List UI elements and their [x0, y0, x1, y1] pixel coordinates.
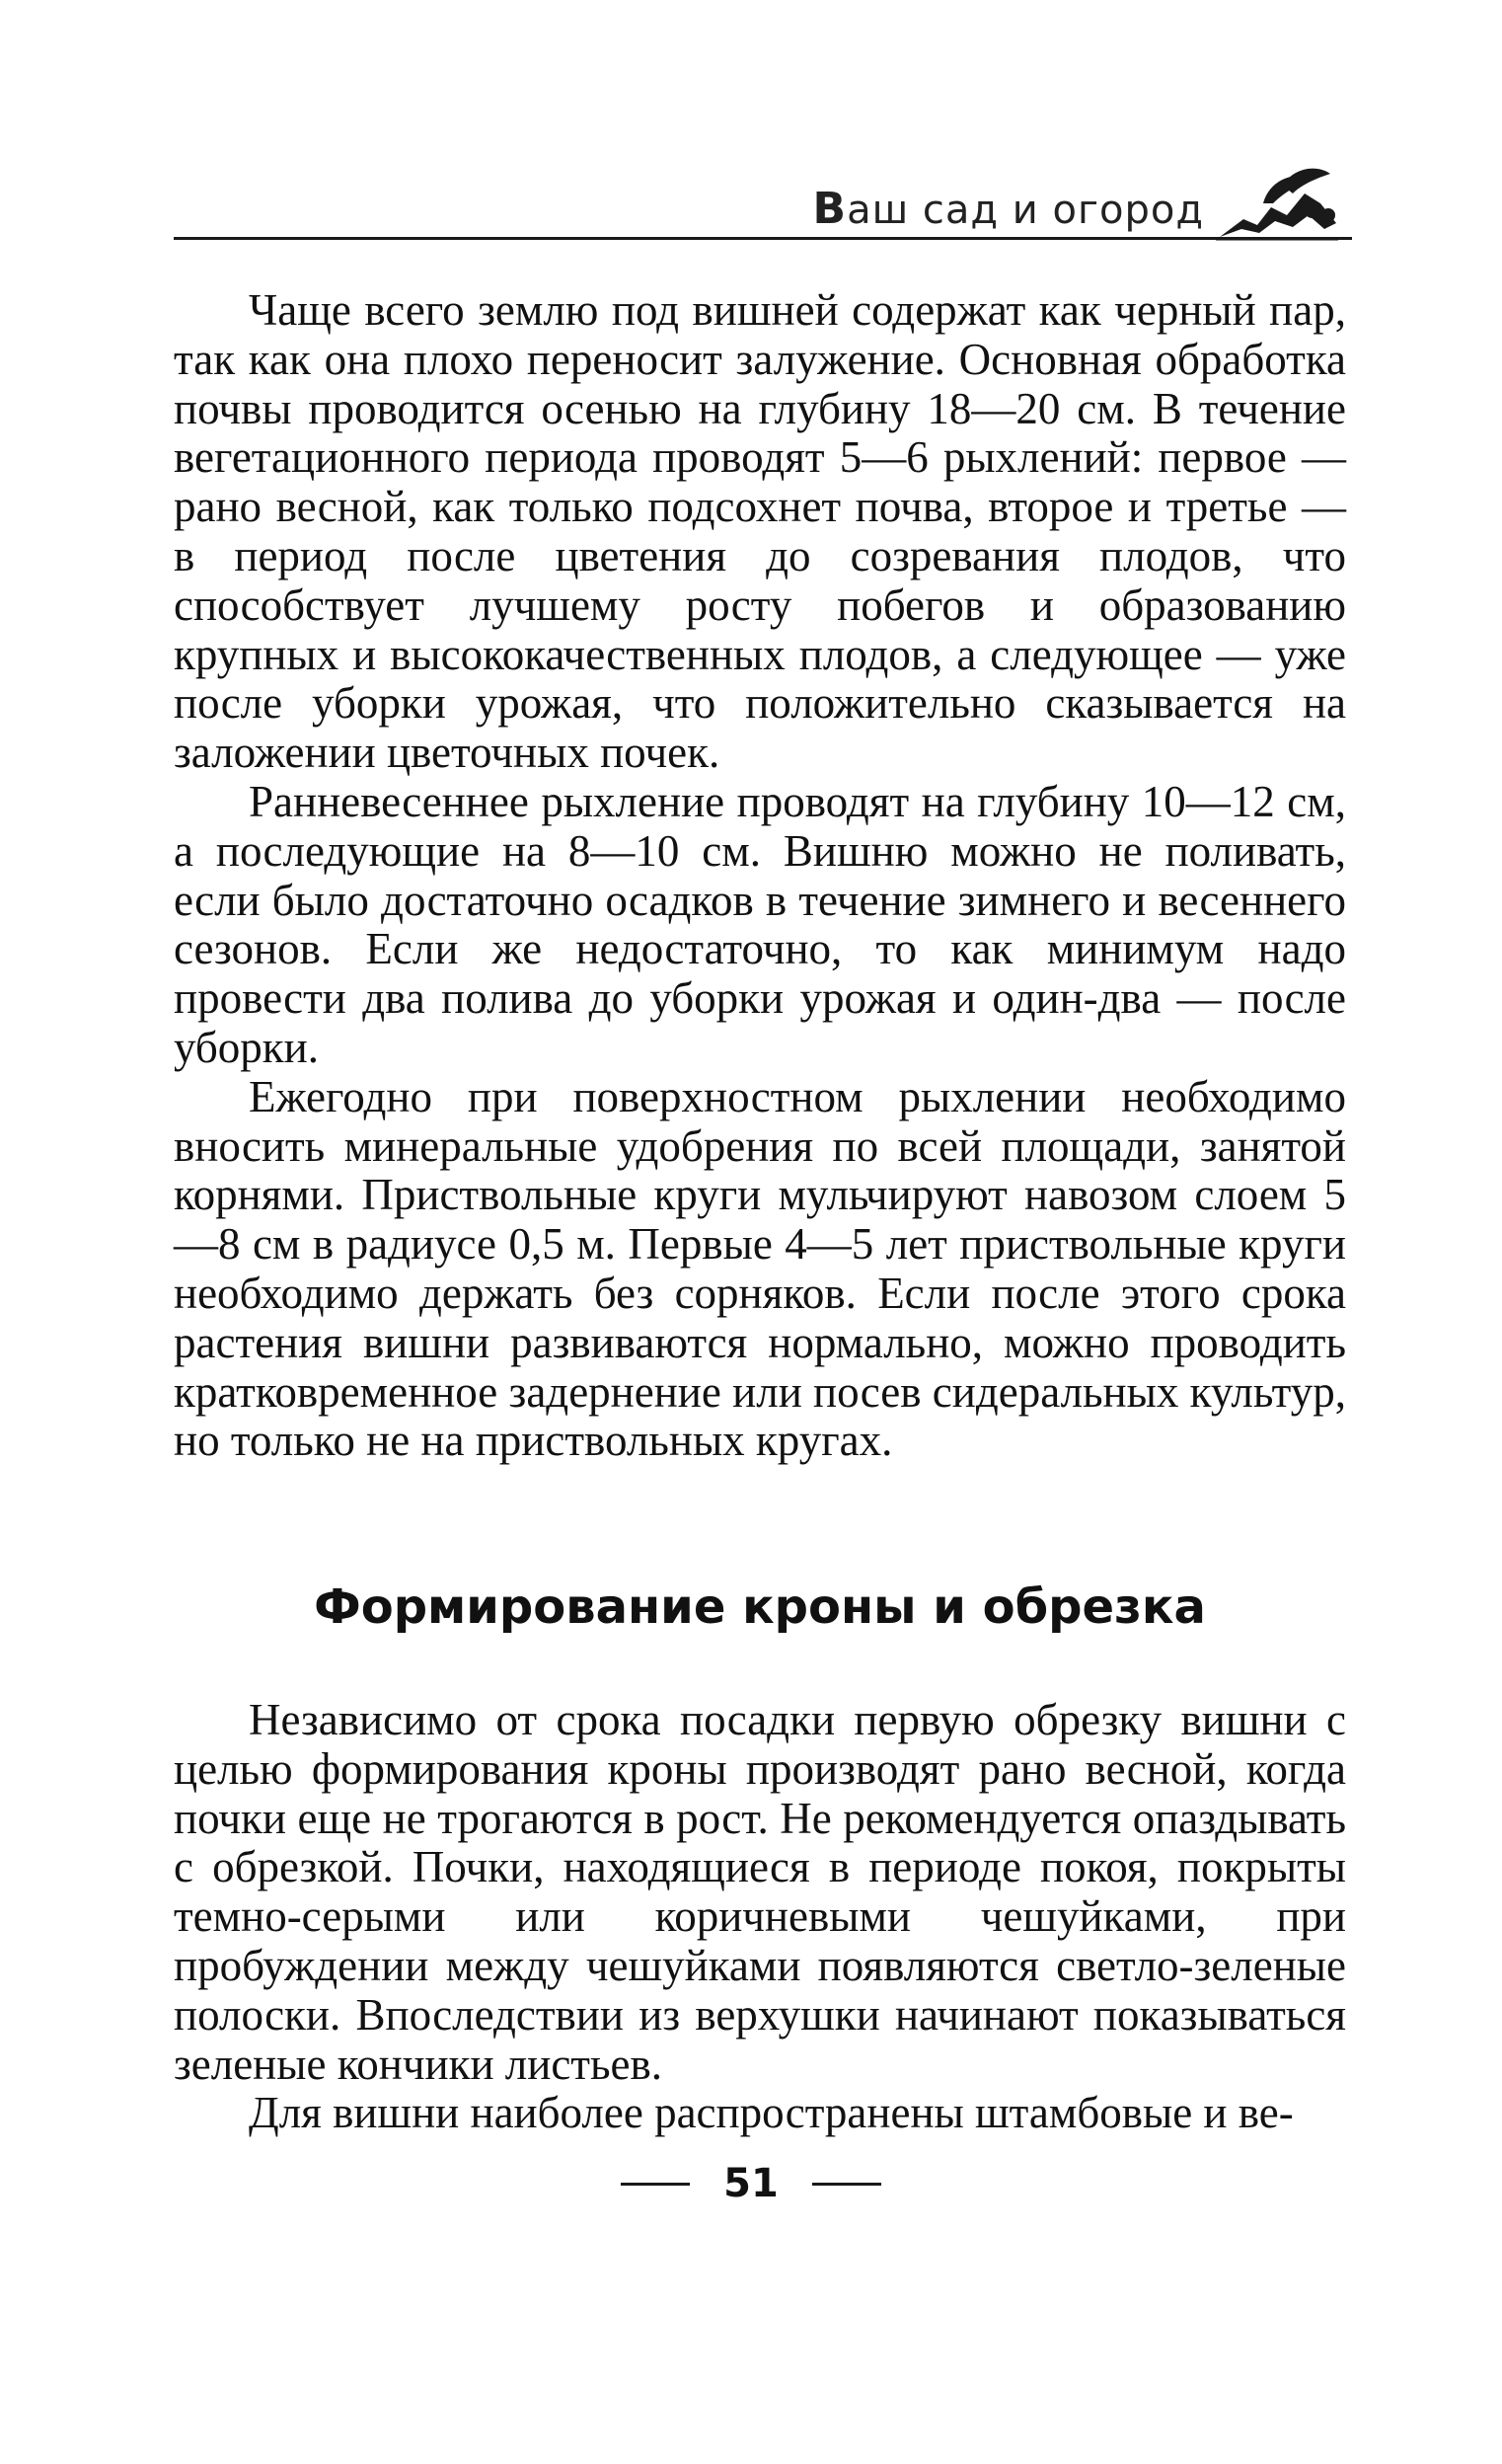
running-header-title-rest: аш сад и огород — [847, 188, 1204, 233]
folio-dash-left — [621, 2183, 690, 2186]
folio-dash-right — [812, 2183, 881, 2186]
running-header-initial: В — [812, 184, 848, 234]
garden-logo-icon — [1214, 164, 1342, 241]
section-paragraph-2: Для вишни наиболее распространены штамбовые и ве- — [249, 2088, 1294, 2138]
page-number: 51 — [723, 2161, 779, 2206]
paragraph-1: Чаще всего землю под вишней содержат как черный пар, так как она плохо переносит залужение. Основная обработка почвы проводится осенью на глубину 18—20 см. В течение вегетационного периода проводят 5—6 рыхлений: первое — рано весной, как только подсохнет почва, второе и третье — в период после цветения до созревания плодов, что способствует лучшему росту побегов и образованию крупных и высококачественных плодов, а следующее — уже после уборки урожая, что положительно сказывается на заложении цветочных почек. — [174, 285, 1346, 778]
section-heading: Формирование кроны и обрезка — [314, 1579, 1206, 1635]
running-header-title — [813, 184, 1204, 234]
running-header-rule — [174, 237, 1352, 240]
paragraph-2: Ранневесеннее рыхление проводят на глубину 10—12 см, а последующие на 8—10 см. Вишню можно не поливать, если было достаточно осадков в течение зимнего и весеннего сезонов. Если же недостаточно, то как минимум надо провести два полива до уборки урожая и один-два — после уборки. — [174, 776, 1346, 1072]
body-text-section — [174, 1696, 1346, 2138]
section-paragraph-1: Независимо от срока посадки первую обрезку вишни с целью формирования кроны производят рано весной, когда почки еще не трогаются в рост. Не рекомендуется опаздывать с обрезкой. Почки, находящиеся в периоде покоя, покрыты темно-серыми или коричневыми чешуйками, при пробуждении между чешуйками появляются светло-зеленые полоски. Впоследствии из верхушки начинают показываться зеленые кончики листьев. — [174, 1695, 1346, 2089]
body-text-top — [174, 286, 1346, 1466]
page-folio — [0, 2154, 1502, 2213]
paragraph-3: Ежегодно при поверхностном рыхлении необходимо вносить минеральные удобрения по всей площади, занятой корнями. Приствольные круги мульчируют навозом слоем 5—8 см в радиусе 0,5 м. Первые 4—5 лет приствольные круги необходимо держать без сорняков. Если после этого срока растения вишни развиваются нормально, можно проводить кратковременное задернение или посев сидеральных культур, но только не на приствольных кругах. — [174, 1071, 1346, 1466]
running-header — [174, 166, 1352, 245]
